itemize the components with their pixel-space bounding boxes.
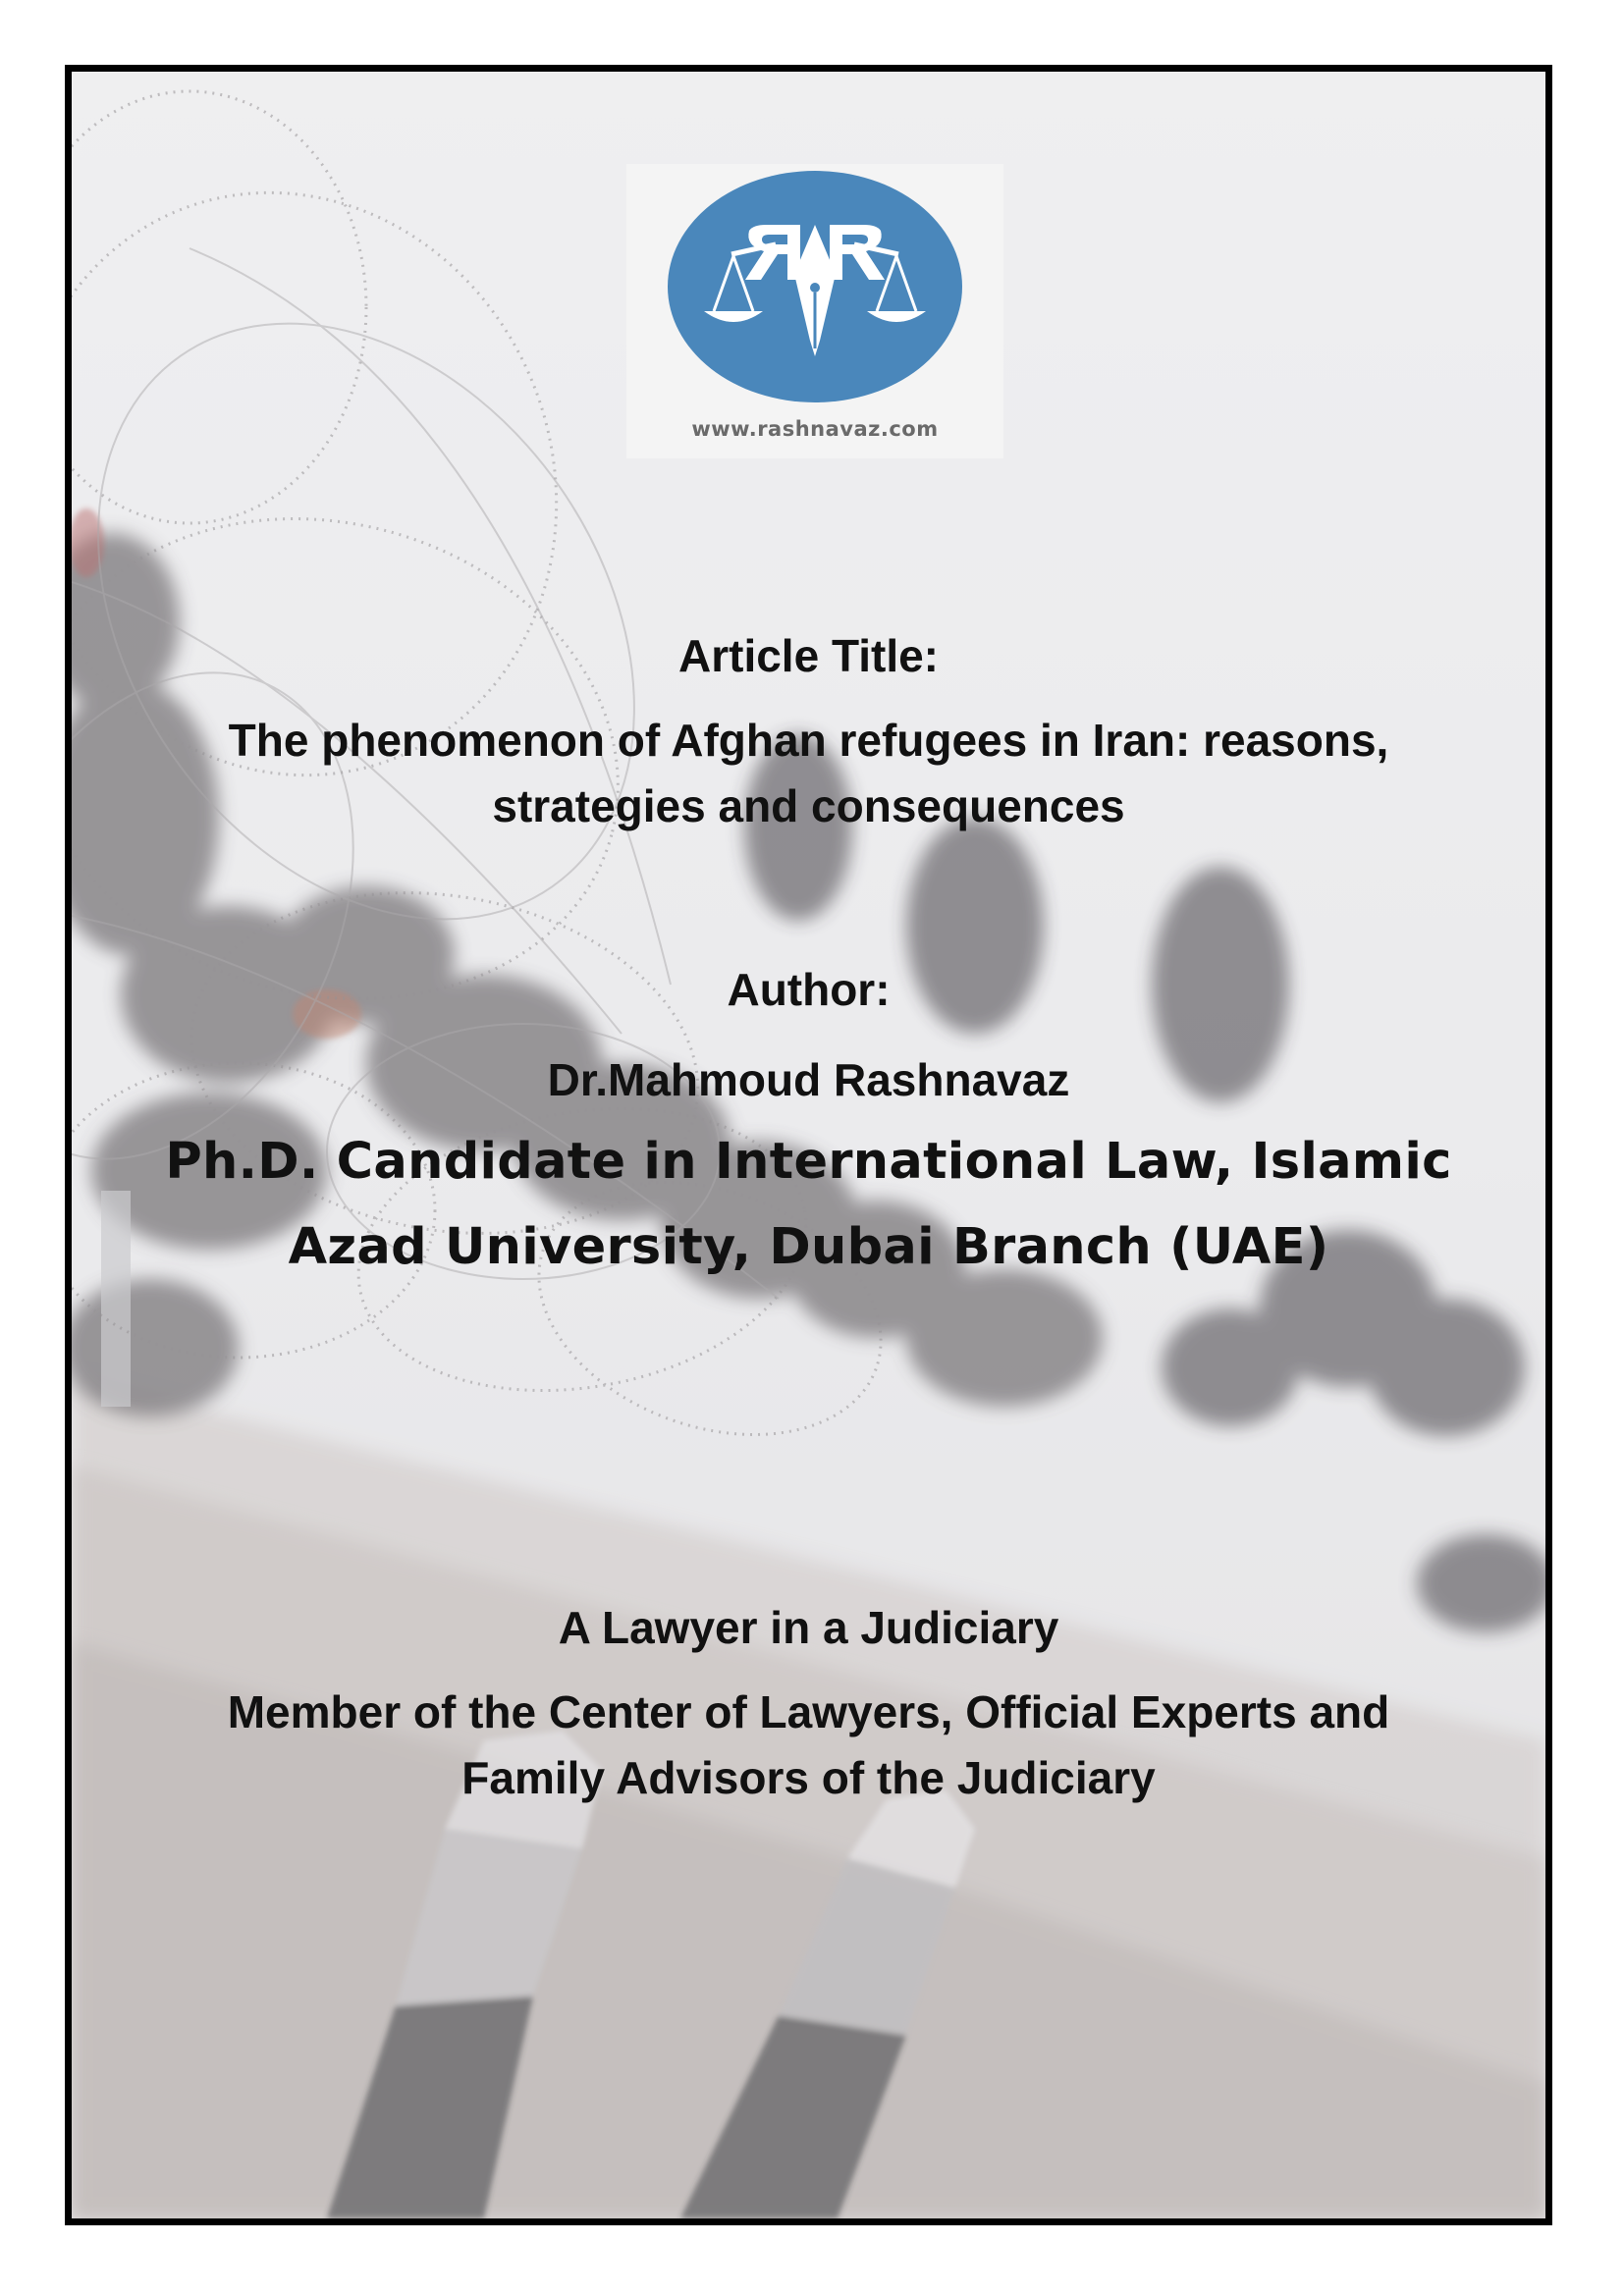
- author-degree-line-1: Ph.D. Candidate in International Law, Islamic: [165, 1133, 1452, 1191]
- article-title-line-1: The phenomenon of Afghan refugees in Iran: reasons,: [228, 715, 1389, 766]
- author-label: Author:: [727, 964, 891, 1015]
- scales-of-justice-logo: [663, 164, 967, 414]
- author-role-member: [72, 1680, 1545, 1810]
- logo: [626, 164, 1003, 458]
- article-title-label: Article Title:: [678, 630, 939, 681]
- author-role-member-line-2: Family Advisors of the Judiciary: [461, 1751, 1156, 1803]
- author-name: Dr.Mahmoud Rashnavaz: [547, 1054, 1070, 1105]
- author-degree: [72, 1120, 1545, 1290]
- author-degree-line-2: Azad University, Dubai Branch (UAE): [288, 1217, 1329, 1276]
- article-title-line-2: strategies and consequences: [492, 779, 1125, 831]
- cover-page: [65, 65, 1552, 2225]
- logo-url: www.rashnavaz.com: [691, 417, 939, 441]
- author-role-member-line-1: Member of the Center of Lawyers, Official Experts and: [227, 1686, 1390, 1737]
- author-role-lawyer: A Lawyer in a Judiciary: [558, 1602, 1059, 1653]
- article-title: [72, 708, 1545, 838]
